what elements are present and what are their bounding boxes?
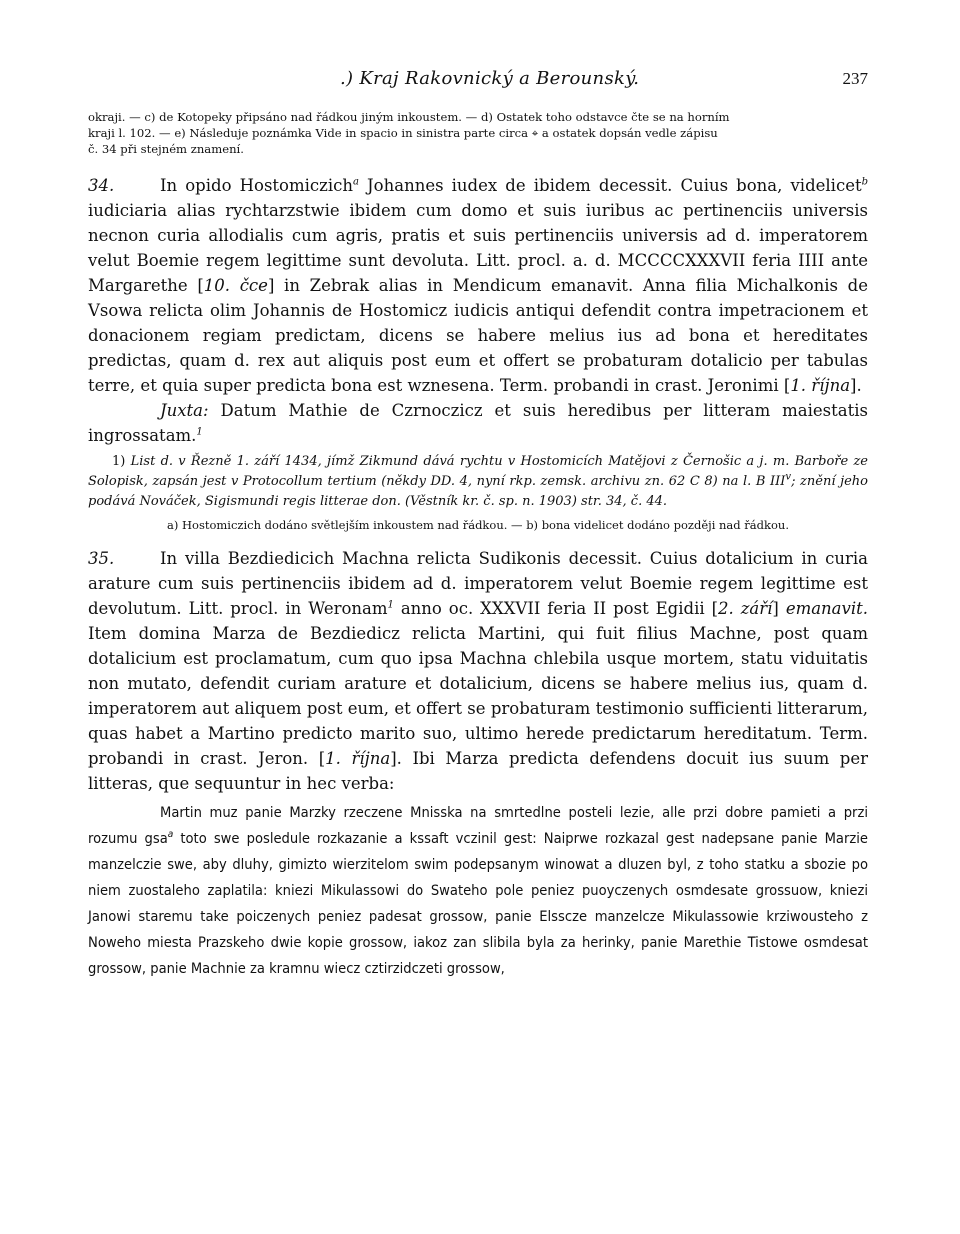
entry-34 xyxy=(88,173,868,448)
note-line: č. 34 při stejném znamení. xyxy=(88,142,244,156)
running-title: .) Kraj Rakovnický a Berounský. xyxy=(340,68,640,89)
footnote-sup: v xyxy=(785,471,792,483)
entry-text: iudiciaria alias rychtarzstwie ibidem cum domo et suis iuribus ac pertinenciis universis necnon curia allodialis cum agris, pratis et suis pertinenciis universis ad d. imperatorem velut Boemie regem legittime sunt devoluta. Litt. procl. a. d. MCCCCXXXVII feria IIII ante Margarethe [ xyxy=(88,201,868,295)
apparatus-notes: a) Hostomiczich dodáno světlejším inkoustem nad řádkou. — b) bona videlicet dodáno později nad řádkou. xyxy=(167,518,789,532)
document-page xyxy=(88,68,868,982)
entry-text: In opido Hostomiczich xyxy=(160,176,353,195)
date-annotation: 1. října xyxy=(790,376,851,395)
entry-35 xyxy=(88,546,868,796)
entry-text: Item domina Marza de Bezdiedicz relicta Martini, qui fuit filius Machne, post quam dotalicium est proclamatum, cum quo ipsa Machna chlebila usque mortem, statu viduitatis non mutato, defendit curiam arature et dotalicium, dicens se habere melius ius, quam d. imperatorem aut aliquem post eum, et offert se probaturam testimonio sufficienti litterarum, quas habet a Martino predicto marito suo, ultimo herede predictarum hereditatum. Term. probandi in crast. Jeron. [ xyxy=(88,624,868,768)
date-annotation: 10. čce xyxy=(203,276,268,295)
footnote-text: List d. v Řezně 1. září 1434, jímž Zikmund dává rychtu v Hostomicích Matějovi z Černošic a j. m. Barboře ze Solopisk, zapsán jest v Protocollum tertium (někdy DD. 4, nyní rkp. zemsk. archivu zn. 62 C 8) na l. B III xyxy=(88,454,868,489)
top-notes xyxy=(88,109,868,157)
entry-text: ] in Zebrak alias in Mendicum emanavit. Anna filia Michalkonis de Vsowa relicta olim Johannis de Hostomicz iudicis antiqui defendit contra impetracionem et donacionem regiam predictam, dicens se habere melius ius ad bona et hereditates predictas, quam d. rex aut aliquis post eum et offert se probaturam dotalicio per tabulas terre, et quia super predicta bona est wznesena. Term. probandi in crast. Jeronimi [ xyxy=(88,276,869,395)
note-line: okraji. — c) de Kotopeky připsáno nad řádkou jiným inkoustem. — d) Ostatek toho odstavce čte se na horním xyxy=(88,110,730,124)
juxta-text: Datum Mathie de Czrnoczicz et suis heredibus per litteram maiestatis ingrossatam. xyxy=(88,401,868,445)
page-number: 237 xyxy=(842,69,868,88)
quote-text: toto swe posledule rozkazanie a kssaft vczinil gest: Naiprwe rozkazal gest nadepsane panie Marzie manzelczie swe, aby dluhy, gimizto wierzitelom swim podepsanym winowat a dluzen byl, z toho statku a sbozie po niem zuostaleho zaplatila: kniezi Mikulassowi do Swateho pole peniez puoyczenych osmdesate grossuow, kniezi Janowi staremu take poiczenych peniez padesat grossow, panie Elsscze manzelcze Mikulassowie krziwousteho z Noweho miesta Prazskeho dwie kopie grossow, iakoz zan slibila byla za herinky, panie Marethie Tistowe osmdesat grossow, panie Machnie za kramnu wiecz cztirzidczeti grossow, xyxy=(88,830,868,977)
footnote-marker: a xyxy=(167,829,174,841)
date-annotation: 1. října xyxy=(325,749,391,768)
quote-text: Martin muz panie Marzky rzeczene Mnisska na smrtedlne posteli lezie, alle przi dobre pamieti a przi rozumu gsa xyxy=(88,804,868,847)
entry-number: 34. xyxy=(88,176,115,195)
note-line: kraji l. 102. — e) Následuje poznámka Vide in spacio in sinistra parte circa ⌖ a ostatek dopsán vedle zápisu xyxy=(88,126,718,140)
entry-text: ]. Ibi Marza predicta defendens docuit ius suum per litteras, que sequuntur in hec verba: xyxy=(88,749,869,793)
footnote-marker: 1 xyxy=(387,599,394,611)
footnote-text: ; znění jeho podává Nováček, Sigismundi regis litterae don. (Věstník kr. č. sp. n. 1903) str. 34, č. 44. xyxy=(88,474,868,509)
entry-text: ] xyxy=(772,599,786,618)
juxta-label: Juxta: xyxy=(160,401,209,420)
emanavit-text: emanavit. xyxy=(785,599,868,618)
page-header xyxy=(88,68,868,89)
quoted-document xyxy=(88,800,868,982)
footnote-mark: 1) xyxy=(112,454,126,469)
entry-text: anno oc. XXXVII feria II post Egidii [ xyxy=(393,599,719,618)
footnotes xyxy=(88,452,868,512)
entry-number: 35. xyxy=(88,549,115,568)
footnote-marker: a xyxy=(352,176,359,188)
entry-text: Johannes iudex de ibidem decessit. Cuius bona, videlicet xyxy=(358,176,862,195)
date-annotation: 2. září xyxy=(718,599,773,618)
footnote-marker: b xyxy=(861,176,868,188)
footnote-marker: 1 xyxy=(196,426,203,438)
entry-text: In villa Bezdiedicich Machna relicta Sudikonis decessit. Cuius dotalicium in curia arature cum suis pertinenciis ibidem ad d. imperatorem velut Boemie regem legittime est devolutum. Litt. procl. in Weronam xyxy=(88,549,868,618)
entry-text: ]. xyxy=(850,376,862,395)
